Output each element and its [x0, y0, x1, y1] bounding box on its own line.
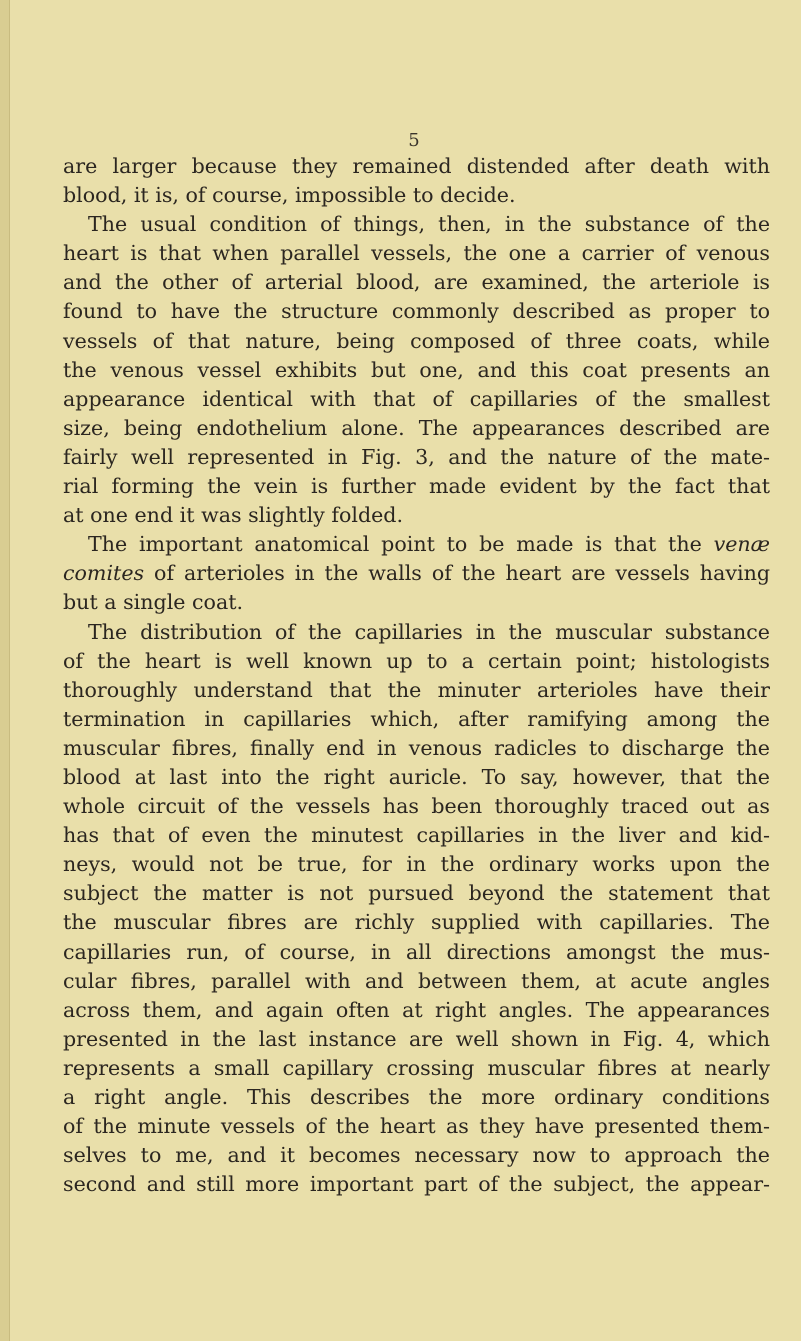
- text-line: subject the matter is not pursued beyond the statement that: [63, 881, 770, 906]
- text-line: muscular fibres, finally end in venous radicles to discharge the: [63, 735, 770, 760]
- text-line: found to have the structure commonly described as proper to: [63, 299, 770, 324]
- text-line: The usual condition of things, then, in the substance of the: [88, 212, 770, 237]
- text-line: has that of even the minutest capillaries in the liver and kid-: [63, 823, 770, 848]
- text-line: and the other of arterial blood, are examined, the arteriole is: [63, 270, 770, 295]
- text-line: size, being endothelium alone. The appearances described are: [63, 415, 770, 440]
- text-line: termination in capillaries which, after ramifying among the: [63, 706, 770, 731]
- text-line: whole circuit of the vessels has been thoroughly traced out as: [63, 794, 770, 819]
- text-line: [63, 559, 770, 588]
- text-line: [63, 530, 770, 559]
- text-line: selves to me, and it becomes necessary now to approach the: [63, 1143, 770, 1168]
- text-segment: of arterioles in the walls of the heart are vessels having: [154, 561, 771, 586]
- text-line: blood at last into the right auricle. To say, however, that the: [63, 764, 770, 789]
- text-line: capillaries run, of course, in all directions amongst the mus-: [63, 939, 770, 964]
- page-number: 5: [408, 130, 420, 151]
- text-line: second and still more important part of the subject, the appear-: [63, 1172, 770, 1197]
- page-binding-edge: [0, 0, 10, 1341]
- text-line: vessels of that nature, being composed of three coats, while: [63, 328, 770, 353]
- text-line: a right angle. This describes the more ordinary conditions: [63, 1085, 770, 1109]
- text-line: of the heart is well known up to a certain point; histologists: [63, 648, 770, 673]
- text-line: neys, would not be true, for in the ordinary works upon the: [63, 852, 770, 877]
- text-line: rial forming the vein is further made evident by the fact that: [63, 474, 770, 499]
- text-line: thoroughly understand that the minuter arterioles have their: [63, 677, 770, 702]
- text-line: blood, it is, of course, impossible to decide.: [63, 183, 516, 208]
- text-line: appearance identical with that of capillaries of the smallest: [63, 386, 770, 411]
- text-segment: The important anatomical point to be made is that the: [88, 532, 702, 557]
- text-line: of the minute vessels of the heart as they have presented them-: [63, 1114, 770, 1139]
- text-line: The distribution of the capillaries in the muscular substance: [88, 619, 770, 644]
- italic-term: venæ: [713, 532, 771, 557]
- text-line: cular fibres, parallel with and between them, at acute angles: [63, 968, 770, 993]
- text-line: the venous vessel exhibits but one, and this coat presents an: [63, 357, 770, 382]
- text-line: but a single coat.: [63, 590, 244, 615]
- text-line: presented in the last instance are well shown in Fig. 4, which: [63, 1026, 770, 1051]
- body-text: [63, 152, 770, 1199]
- text-line: fairly well represented in Fig. 3, and the nature of the mate-: [63, 444, 770, 469]
- text-line: the muscular fibres are richly supplied with capillaries. The: [63, 910, 770, 935]
- text-line: heart is that when parallel vessels, the one a carrier of venous: [63, 241, 770, 266]
- text-line: represents a small capillary crossing muscular fibres at nearly: [63, 1055, 770, 1080]
- text-line: at one end it was slightly folded.: [63, 503, 404, 528]
- italic-term: comites: [63, 561, 145, 586]
- text-line: across them, and again often at right angles. The appearances: [63, 997, 770, 1022]
- text-line: are larger because they remained distended after death with: [63, 154, 770, 178]
